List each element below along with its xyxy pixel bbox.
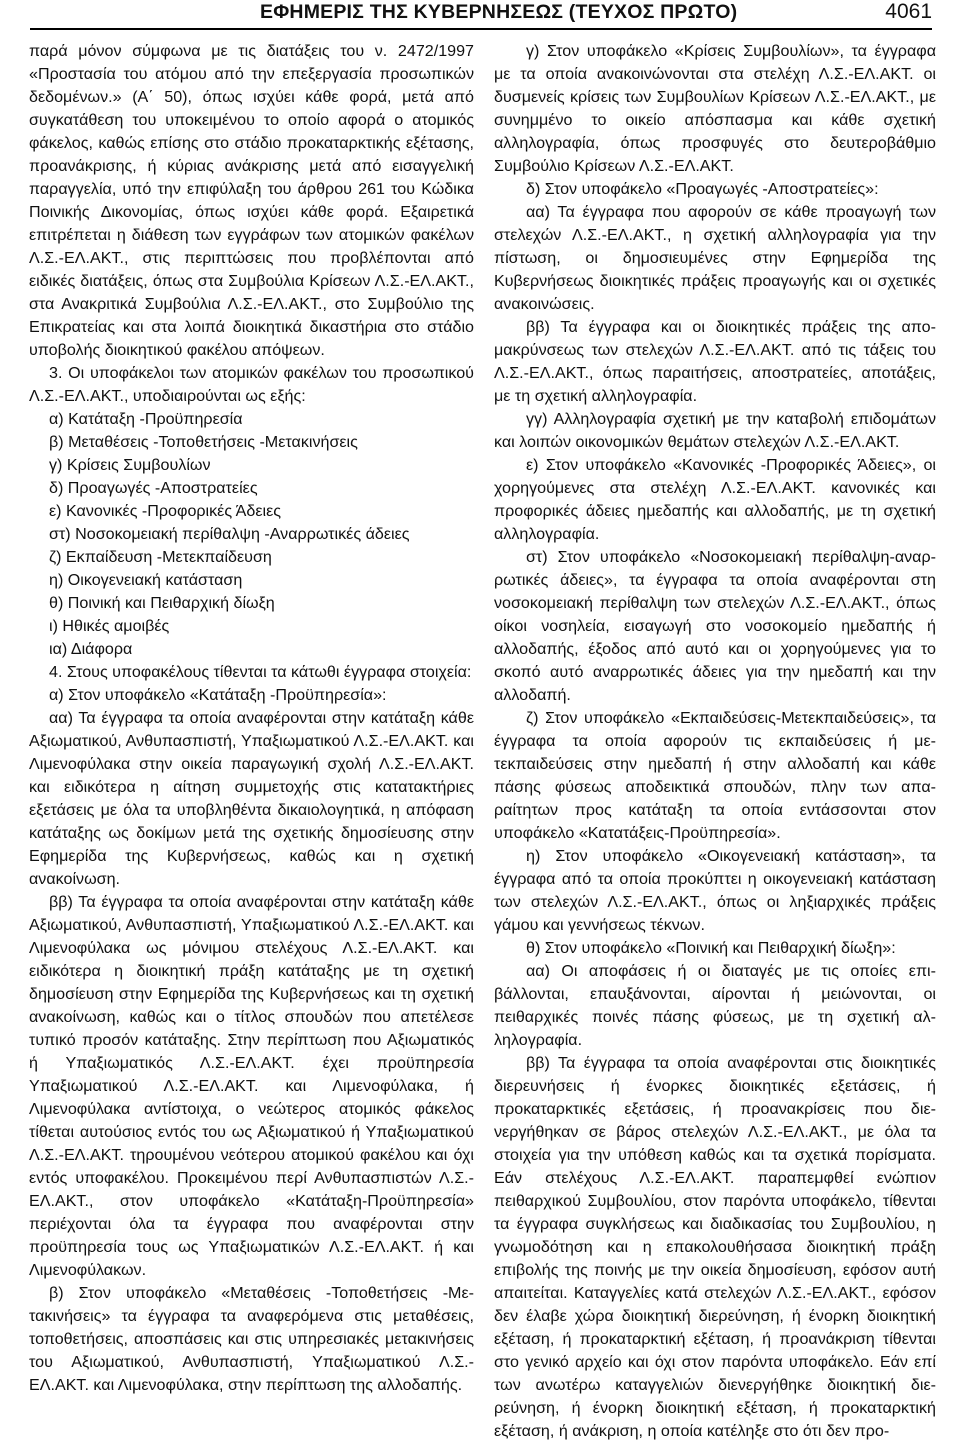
paragraph: παρά μόνον σύμφωνα με τις διατάξεις του ν. 2472/1997 «Προστασία του ατόμου από την επεξεργασία προσωπικών δεδομένων.» (Α΄ 50), όπως ισχύει κάθε φορά, μετά από συγκατάθεση του υποκειμένου το οποίο αφορά ο ατομικός φάκελος, καθώς επίσης στο στάδιο προκαταρκτικής εξέτασης, προανάκρισης, ή κύριας ανάκρισης μετά από εισαγγελική παραγγελία, υπό την επιφύλαξη του άρθρου 261 του Κώδικα Ποινικής Δικονομίας, όπως ισχύει κάθε φορά. Εξαιρετικά επιτρέπεται η διάθεση των εγγράφων των ατομικών φακέλων Λ.Σ.-ΕΛ.ΑΚΤ., στις περιπτώσεις που προβλέπονται από ειδικές διατάξεις, όπως στα Συμβούλια Κρίσεων Λ.Σ.-ΕΛ.ΑΚΤ., στα Ανακριτικά Συμβούλια Λ.Σ.-ΕΛ.ΑΚΤ., στο Συμβούλιο της Επικρατείας και στα λοιπά διοικητικά δικαστήρια στο στάδιο υποβολής διοικητικού φακέλου απόψεων. xyxy=(29,42,474,359)
paragraph: γ) Στον υποφάκελο «Κρίσεις Συμβουλίων», τα έγγραφα με τα οποία ανακοινώνονται στα στελέχη Λ.Σ.-ΕΛ.ΑΚΤ. οι δυσμενείς κρίσεις των Συμβουλίων Κρίσεων Λ.Σ.-ΕΛ.ΑΚΤ., με συνημμένο το οικείο απόσπασμα και κάθε σχετική αλληλογραφία, όπως προσφυγές στο δευτεροβάθμιο Συμβούλιο Κρίσεων Λ.Σ.-ΕΛ.ΑΚΤ. xyxy=(494,42,936,175)
paragraph: θ) Στον υποφάκελο «Ποινική και Πειθαρχική δίωξη»: xyxy=(526,939,896,957)
paragraph: ζ) Στον υποφάκελο «Εκπαιδεύσεις-Μετεκπαιδεύσεις», τα έγγραφα τα οποία αφορούν τις εκπαιδεύσεις ή μετεκπαιδεύσεις στην ημεδαπή ή στην αλλοδαπή και κάθε πάσης φύσεως αποδεικτικά σπουδών, πλην των απαραίτητων προς κατάταξη τα οποία εντάσσονται στον υποφάκελο «Κατατάξεις-Προϋπηρεσία». xyxy=(494,709,936,842)
paragraph: αα) Οι αποφάσεις ή οι διαταγές με τις οποίες επιβάλλονται, επαυξάνονται, αίρονται ή μειώνονται, οι πειθαρχικές ποινές πάσης φύσεως, με τη σχετική αλληλογραφία. xyxy=(494,962,936,1049)
list-item: β) Μεταθέσεις -Τοποθετήσεις -Μετακινήσεις xyxy=(49,433,358,451)
page-header xyxy=(30,0,932,30)
paragraph: η) Στον υποφάκελο «Οικογενειακή κατάσταση», τα έγγραφα από τα οποία προκύπτει η οικογενειακή κατάσταση των στελεχών Λ.Σ.-ΕΛ.ΑΚΤ., όπως οι ληξιαρχικές πράξεις γάμου και γεννήσεως τέκνων. xyxy=(494,847,936,934)
left-column xyxy=(29,40,474,1397)
paragraph: ββ) Τα έγγραφα τα οποία αναφέρονται στις διοικητικές διερευνήσεις ή ένορκες διοικητικές εξετάσεις, ή προκαταρκτικές εξετάσεις, ή προανακρίσεις που διενεργήθηκαν σε βάρος στελεχών Λ.Σ.-ΕΛ.ΑΚΤ., με όλα τα στοιχεία για την υπόθεση καθώς και τα σχετικά πορίσματα. Εάν στελέχους Λ.Σ.-ΕΛ.ΑΚΤ. παραπεμφθεί ενώπιον πειθαρχικού Συμβουλίου, στον παρόντα υποφάκελο, τίθενται τα έγγραφα συγκλήσεως και διαδικασίας του Συμβουλίου, η γνωμοδότηση και η επακολουθήσασα διοικητική πράξη επιβολής της ποινής με την οικεία δημοσίευση, εφόσον αυτή απαιτείται. Καταγγελίες κατά στελεχών Λ.Σ.-ΕΛ.ΑΚΤ., εφόσον δεν έλαβε χώρα διοικητική διερεύνηση, ή ένορκη διοικητική εξέταση, ή προκαταρκτική εξέταση, ή προανάκριση τίθενται στο γενικό αρχείο και όχι στον παρόντα υποφάκελο. Εάν επί των ανωτέρω καταγγελιών διενεργήθηκε διοικητική διερεύνηση, ή ένορκη διοικητική εξέταση, ή προκαταρκτική εξέταση, ή ανάκριση, η οποία κατέληξε στο ότι δεν προ- xyxy=(494,1054,936,1440)
list-item: ε) Κανονικές -Προφορικές Άδειες xyxy=(49,502,282,520)
paragraph: ε) Στον υποφάκελο «Κανονικές -Προφορικές Άδειες», οι χορηγούμενες στα στελέχη Λ.Σ.-ΕΛ.ΑΚΤ. κανονικές και προφορικές άδειες ημεδαπής και αλλοδαπής, με τη σχετική αλληλογραφία. xyxy=(494,456,936,543)
list-item: α) Κατάταξη -Προϋπηρεσία xyxy=(49,410,243,428)
page-number: 4061 xyxy=(885,0,932,23)
header-title: ΕΦΗΜΕΡΙΣ ΤΗΣ ΚΥΒΕΡΝΗΣΕΩΣ (ΤΕΥΧΟΣ ΠΡΩΤΟ) xyxy=(260,1,738,23)
list-item: γ) Κρίσεις Συμβουλίων xyxy=(49,456,211,474)
list-item: δ) Προαγωγές -Αποστρατείες xyxy=(49,479,258,497)
paragraph: δ) Στον υποφάκελο «Προαγωγές -Αποστρατείες»: xyxy=(526,180,879,198)
paragraph: ββ) Τα έγγραφα και οι διοικητικές πράξεις της απομακρύνσεως των στελεχών Λ.Σ.-ΕΛ.ΑΚΤ. από τις τάξεις του Λ.Σ.-ΕΛ.ΑΚΤ., όπως παραιτήσεις, αποστρατείες, αποτάξεις, με τη σχετική αλληλογραφία. xyxy=(494,318,936,405)
list-item: ια) Διάφορα xyxy=(49,640,133,658)
list-item: ι) Ηθικές αμοιβές xyxy=(49,617,170,635)
list-item: ζ) Εκπαίδευση -Μετεκπαίδευση xyxy=(49,548,272,566)
list-item: στ) Νοσοκομειακή περίθαλψη -Αναρρωτικές άδειες xyxy=(49,525,410,543)
paragraph: ββ) Τα έγγραφα τα οποία αναφέρονται στην κατάταξη κάθε Αξιωματικού, Ανθυπασπιστή, Υπαξιωματικού Λ.Σ.-ΕΛ.ΑΚΤ. και Λιμενοφύλακα ως μόνιμου στελέχους Λ.Σ.-ΕΛ.ΑΚΤ. και ειδικότερα η διοικητική πράξη κατάταξης με τη σχετική δημοσίευση στην Εφημερίδα της Κυβερνήσεως και τη σχετική ανακοίνωση, καθώς και ο τίτλος σπουδών που απετέλεσε τυπικό προσόν κατάταξης. Στην περίπτωση που Αξιωματικός ή Υπαξιωματικός Λ.Σ.-ΕΛ.ΑΚΤ. έχει προϋπηρεσία Υπαξιωματικού Λ.Σ.-ΕΛ.ΑΚΤ. και Λιμενοφύλακα, ή Λιμενοφύλακα αντίστοιχα, ο νεώτερος ατομικός φάκελος τίθεται αυτούσιος εντός του ως Αξιωματικού ή Υπαξιωματικού Λ.Σ.-ΕΛ.ΑΚΤ. τηρουμένου νεότερου ατομικού φακέλου και όχι εντός υποφακέλου. Προκειμένου περί Ανθυπασπιστών Λ.Σ.-ΕΛ.ΑΚΤ., στον υποφάκελο «Κατάταξη-Προϋπηρεσία» περιέχονται όλα τα έγγραφα που αναφέρονται στην προϋπηρεσία τους ως Υπαξιωματικών Λ.Σ.-ΕΛ.ΑΚΤ. ή και Λιμενοφύλακων. xyxy=(29,893,474,1279)
paragraph: γγ) Αλληλογραφία σχετική με την καταβολή επιδομάτων και λοιπών οικονομικών θεμάτων στελεχών Λ.Σ.-ΕΛ.ΑΚΤ. xyxy=(494,410,936,451)
list-item: θ) Ποινική και Πειθαρχική δίωξη xyxy=(49,594,275,612)
list-item: η) Οικογενειακή κατάσταση xyxy=(49,571,243,589)
paragraph: αα) Τα έγγραφα που αφορούν σε κάθε προαγωγή των στελεχών Λ.Σ.-ΕΛ.ΑΚΤ., η σχετική αλληλογραφία για την πίστωση, οι δημοσιευμένες στην Εφημερίδα της Κυβερνήσεως διοικητικές πράξεις προαγωγής και οι σχετικές ανακοινώσεις. xyxy=(494,203,936,313)
paragraph: β) Στον υποφάκελο «Μεταθέσεις -Τοποθετήσεις -Μετακινήσεις» τα έγγραφα τα αναφερόμενα στις μεταθέσεις, τοποθετήσεις, αποσπάσεις και στις υπηρεσιακές μετακινήσεις του Αξιωματικού, Ανθυπασπιστή, Υπαξιωματικού Λ.Σ.-ΕΛ.ΑΚΤ. και Λιμενοφύλακα, στην περίπτωση της αλλοδαπής. xyxy=(29,1284,474,1394)
right-column xyxy=(494,40,936,1443)
paragraph: 3. Οι υποφάκελοι των ατομικών φακέλων του προσωπικού Λ.Σ.-ΕΛ.ΑΚΤ., υποδιαιρούνται ως εξής: xyxy=(29,364,474,405)
paragraph: α) Στον υποφάκελο «Κατάταξη -Προϋπηρεσία»: xyxy=(49,686,387,704)
paragraph: 4. Στους υποφακέλους τίθενται τα κάτωθι έγγραφα στοιχεία: xyxy=(49,663,472,681)
paragraph: αα) Τα έγγραφα τα οποία αναφέρονται στην κατάταξη κάθε Αξιωματικού, Ανθυπασπιστή, Υπαξιωματικού Λ.Σ.-ΕΛ.ΑΚΤ. και Λιμενοφύλακα στην οικεία παραγωγική σχολή Λ.Σ.-ΕΛ.ΑΚΤ. και ειδικότερα η αίτηση συμμετοχής στις κατατακτήριες εξετάσεις με όλα τα υποβληθέντα δικαιολογητικά, η απόφαση κατάταξης ως δοκίμων μετά της σχετικής δημοσίευσης στην Εφημερίδα της Κυβερνήσεως, καθώς και η σχετική ανακοίνωση. xyxy=(29,709,474,888)
paragraph: στ) Στον υποφάκελο «Νοσοκομειακή περίθαλψη-αναρρωτικές άδειες», τα έγγραφα τα οποία αναφέρονται στη νοσοκομειακή περίθαλψη των στελεχών Λ.Σ.-ΕΛ.ΑΚΤ., όπως οίκοι νοσηλεία, εισαγωγή στο νοσοκομείο ημεδαπής ή αλλοδαπής, έξοδος από αυτό και οι χορηγούμενες για το σκοπό αυτό αναρρωτικές άδειες για την ημεδαπή και την αλλοδαπή. xyxy=(494,548,936,704)
